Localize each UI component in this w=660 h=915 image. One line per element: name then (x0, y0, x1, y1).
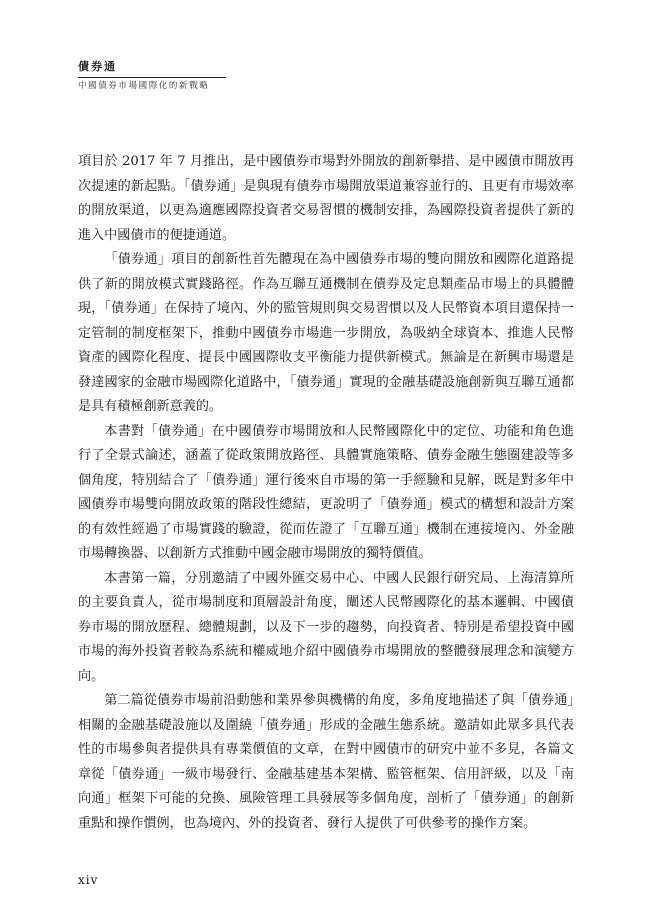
paragraph: 本書第一篇，分別邀請了中國外匯交易中心、中國人民銀行研究局、上海清算所的主要負責人，從市場制度和頂層設計角度，闡述人民幣國際化的基本邏輯、中國債券市場的開放歷程、總體規劃，以及下一步的趨勢，向投資者、特別是希望投資中國市場的海外投資者較為系統和權威地介紹中國債券市場開放的整體發展理念和演變方向。 (78, 570, 574, 684)
paragraph: 本書對「債券通」在中國債券市場開放和人民幣國際化中的定位、功能和角色進行了全景式論述，涵蓋了從政策開放路徑、具體實施策略、債券金融生態圈建設等多個角度，特別結合了「債券通」運行後來自市場的第一手經驗和見解，既是對多年中國債券市場雙向開放政策的階段性總結，更說明了「債券通」模式的構想和設計方案的有效性經過了市場實踐的驗證，從而佐證了「互聯互通」機制在連接境內、外金融市場轉換器、以創新方式推動中國金融市場開放的獨特價值。 (78, 423, 574, 561)
running-head-title: 債券通 (78, 60, 117, 73)
body-text (78, 150, 574, 836)
running-head (78, 60, 238, 92)
paragraph: 「債券通」項目的創新性首先體現在為中國債券市場的雙向開放和國際化道路提供了新的開放模式實踐路徑。作為互聯互通機制在債券及定息類產品市場上的具體體現，「債券通」在保持了境內、外的監管規則與交易習慣以及人民幣資本項目還保持一定管制的制度框架下，推動中國債券市場進一步開放，為吸納全球資本、推進人民幣資產的國際化程度、提長中國國際收支平衡能力提供新模式。無論是在新興市場還是發達國家的金融市場國際化道路中，「債券通」實現的金融基礎設施創新與互聯互通都是具有積極創新意義的。 (78, 252, 574, 414)
paragraph: 第二篇從債券市場前沿動態和業界參與機構的角度，多角度地描述了與「債券通」相關的金融基礎設施以及圍繞「債券通」形成的金融生態系統。邀請如此眾多具代表性的市場參與者提供具有專業價值的文章，在對中國債市的研究中並不多見，各篇文章從「債券通」一級市場發行、金融基建基本架構、監管框架、信用評級，以及「南向通」框架下可能的兌換、風險管理工具發展等多個角度，剖析了「債券通」的創新重點和操作慣例，也為境內、外的投資者、發行人提供了可供參考的操作方案。 (78, 693, 574, 831)
paragraph-continued: 項目於 2017 年 7 月推出，是中國債券市場對外開放的創新舉措、是中國債市開放再次提速的新起點。「債券通」是與現有債券市場開放渠道兼容並行的、且更有市場效率的開放渠道，以更為適應國際投資者交易習慣的機制安排，為國際投資者提供了新的進入中國債市的便捷通道。 (78, 154, 574, 243)
page-number: xiv (78, 873, 99, 887)
running-head-subtitle: 中國債券市場國際化的新戰略 (78, 81, 210, 91)
running-head-rule (78, 77, 226, 78)
